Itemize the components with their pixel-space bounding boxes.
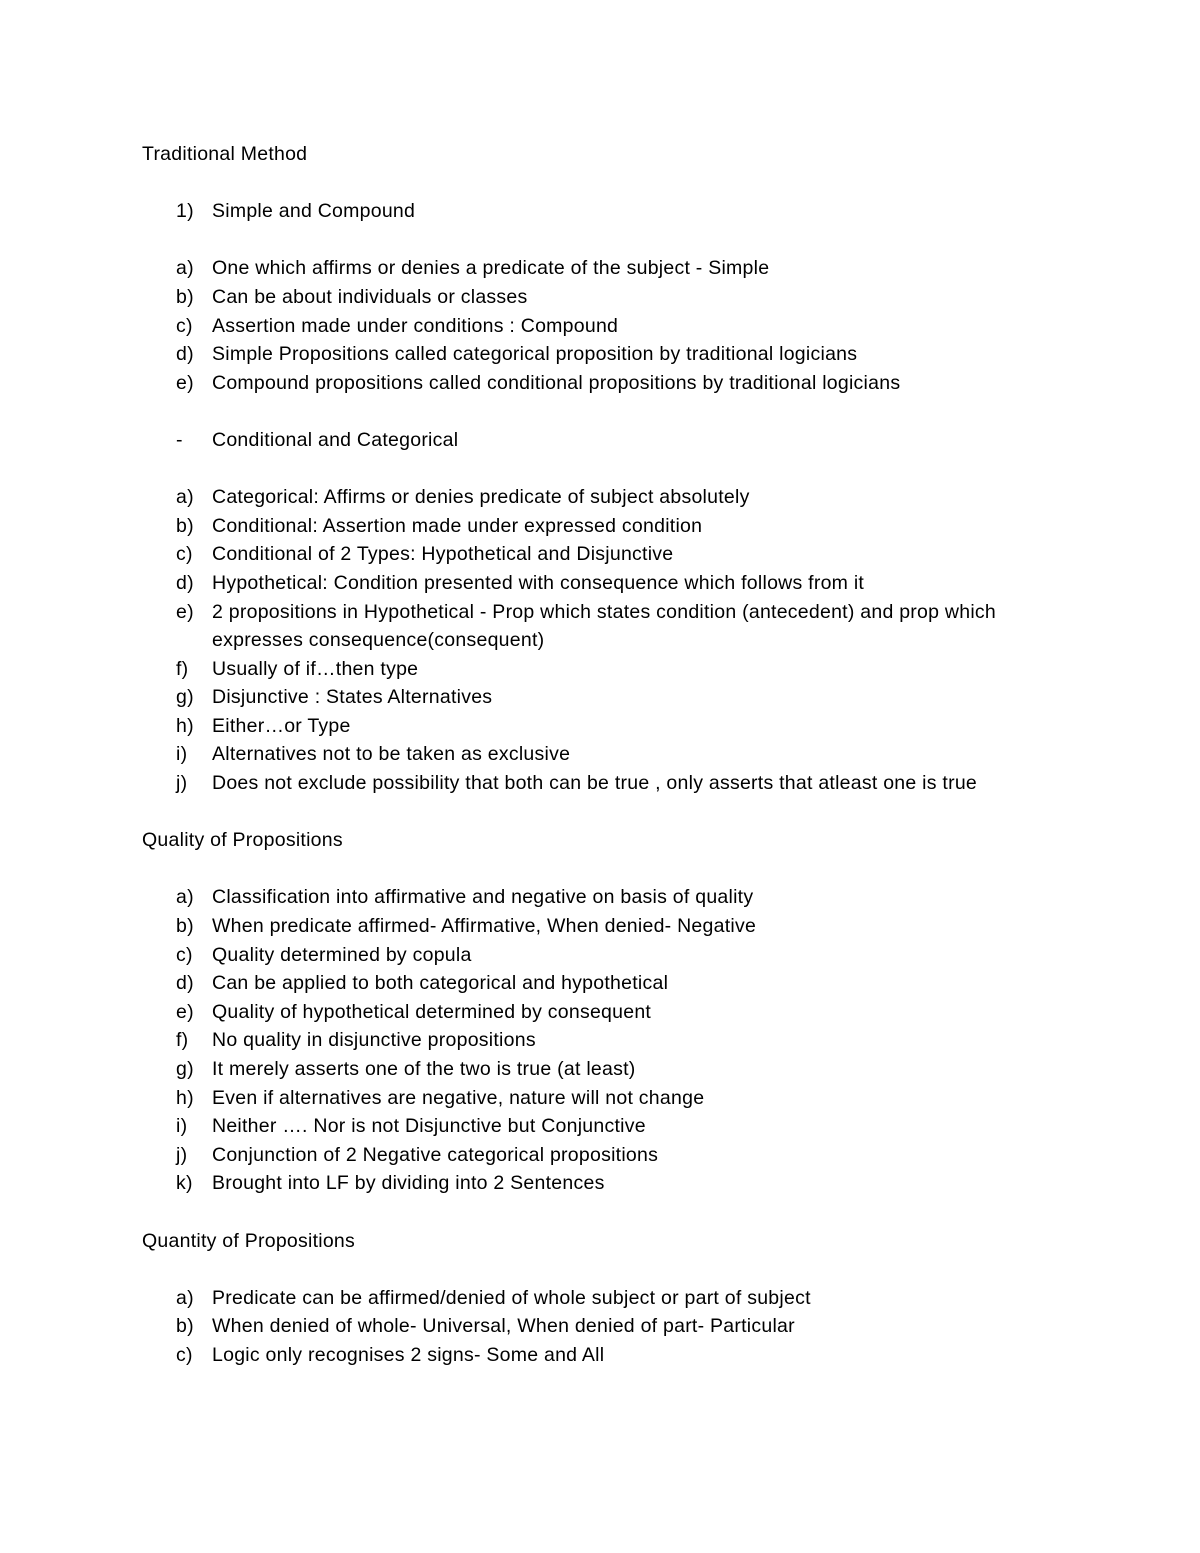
list-item-text: Can be applied to both categorical and hypothetical	[212, 972, 669, 995]
list-item-text: One which affirms or denies a predicate of the subject - Simple	[212, 257, 770, 280]
list-marker: d)	[176, 343, 194, 366]
list-marker: b)	[176, 1315, 194, 1338]
list-item-text: Conjunction of 2 Negative categorical propositions	[212, 1143, 659, 1166]
list-marker: a)	[176, 1286, 194, 1309]
list-marker: c)	[176, 314, 193, 337]
list-quantity	[142, 1284, 1200, 1370]
list-marker: k)	[176, 1172, 193, 1195]
list-item-text: Simple Propositions called categorical proposition by traditional logicians	[212, 343, 858, 366]
list-item-text: Can be about individuals or classes	[212, 285, 528, 308]
list-item-text: No quality in disjunctive propositions	[212, 1029, 536, 1052]
list-item	[142, 1084, 1200, 1113]
list-item-text: Conditional: Assertion made under expressed condition	[212, 514, 703, 537]
heading-quantity: Quantity of Propositions	[142, 1229, 356, 1252]
list-item	[142, 483, 1200, 512]
list-marker: f)	[176, 1029, 189, 1052]
list-item-text: Disjunctive : States Alternatives	[212, 686, 493, 709]
list-marker: d)	[176, 972, 194, 995]
list-item	[142, 712, 1200, 741]
list-item	[142, 254, 1200, 283]
list-item	[142, 1055, 1200, 1084]
list-item-text: Categorical: Affirms or denies predicate of subject absolutely	[212, 486, 750, 509]
list-item-text: Even if alternatives are negative, nature will not change	[212, 1086, 705, 1109]
list-item	[142, 512, 1200, 541]
list-marker: b)	[176, 915, 194, 938]
list-marker: e)	[176, 1000, 194, 1023]
list-item	[142, 283, 1200, 312]
list-marker: e)	[176, 600, 194, 623]
list-item-text: Classification into affirmative and negative on basis of quality	[212, 886, 754, 909]
list-item-text: Alternatives not to be taken as exclusive	[212, 743, 571, 766]
list-marker: b)	[176, 514, 194, 537]
list-item-text: When predicate affirmed- Affirmative, When denied- Negative	[212, 915, 757, 938]
list-item	[142, 1112, 1200, 1141]
list-marker: h)	[176, 714, 194, 737]
list-marker: e)	[176, 371, 194, 394]
list-item	[142, 1169, 1200, 1198]
list-item-text: 2 propositions in Hypothetical - Prop which states condition (antecedent) and prop which expresses consequence(consequent)	[212, 600, 997, 652]
list-marker: i)	[176, 743, 188, 766]
list-item	[142, 569, 1200, 598]
list-item-text: Logic only recognises 2 signs- Some and All	[212, 1343, 605, 1366]
list-item-text: Conditional and Categorical	[212, 428, 459, 451]
list-marker: a)	[176, 486, 194, 509]
list-marker: b)	[176, 285, 194, 308]
list-marker: c)	[176, 1343, 193, 1366]
list-conditional-categorical	[142, 483, 1200, 798]
list-item-text: Does not exclude possibility that both can be true , only asserts that atleast one is true	[212, 772, 978, 795]
list-item	[142, 540, 1200, 569]
list-item-text: Compound propositions called conditional propositions by traditional logicians	[212, 371, 901, 394]
list-item	[142, 1026, 1200, 1055]
list-marker: -	[176, 428, 183, 451]
list-item-text: Assertion made under conditions : Compound	[212, 314, 619, 337]
list-marker: f)	[176, 657, 189, 680]
list-marker: g)	[176, 686, 194, 709]
list-item	[142, 312, 1200, 341]
list-item-text: Predicate can be affirmed/denied of whole subject or part of subject	[212, 1286, 811, 1309]
list-item	[142, 340, 1200, 369]
dash-item	[142, 426, 1200, 455]
list-item	[142, 655, 1200, 684]
list-item	[142, 769, 1200, 798]
list-marker: 1)	[176, 200, 194, 223]
list-item	[142, 883, 1200, 912]
list-marker: d)	[176, 571, 194, 594]
list-item	[142, 740, 1200, 769]
list-simple-compound	[142, 254, 1200, 397]
list-item-text: Neither …. Nor is not Disjunctive but Conjunctive	[212, 1115, 646, 1138]
list-marker: i)	[176, 1115, 188, 1138]
list-item-text: Usually of if…then type	[212, 657, 419, 680]
list-marker: a)	[176, 886, 194, 909]
heading-traditional-method: Traditional Method	[142, 143, 308, 165]
list-item	[142, 683, 1200, 712]
list-item-text: Quality of hypothetical determined by consequent	[212, 1000, 652, 1023]
list-item	[142, 369, 1200, 398]
list-marker: h)	[176, 1086, 194, 1109]
heading-quality: Quality of Propositions	[142, 829, 343, 852]
list-item-text: When denied of whole- Universal, When denied of part- Particular	[212, 1315, 795, 1338]
list-item-text: Quality determined by copula	[212, 943, 472, 966]
list-marker: j)	[176, 1143, 188, 1166]
list-item-text: Brought into LF by dividing into 2 Sentences	[212, 1172, 605, 1195]
numbered-item	[142, 197, 1200, 226]
list-item-text: Hypothetical: Condition presented with consequence which follows from it	[212, 571, 865, 594]
list-item	[142, 969, 1200, 998]
list-item	[142, 598, 1200, 655]
list-item	[142, 912, 1200, 941]
list-marker: j)	[176, 772, 188, 795]
list-item	[142, 1341, 1200, 1370]
list-item	[142, 941, 1200, 970]
list-item-text: Simple and Compound	[212, 200, 416, 223]
list-item-text: Either…or Type	[212, 714, 351, 737]
list-marker: c)	[176, 543, 193, 566]
list-item	[142, 1312, 1200, 1341]
list-quality	[142, 883, 1200, 1198]
list-item-text: Conditional of 2 Types: Hypothetical and Disjunctive	[212, 543, 674, 566]
list-item	[142, 998, 1200, 1027]
list-marker: c)	[176, 943, 193, 966]
list-marker: g)	[176, 1058, 194, 1080]
list-item	[142, 1141, 1200, 1170]
list-marker: a)	[176, 257, 194, 280]
list-item-text: It merely asserts one of the two is true (at least)	[212, 1058, 636, 1080]
list-item	[142, 1284, 1200, 1313]
